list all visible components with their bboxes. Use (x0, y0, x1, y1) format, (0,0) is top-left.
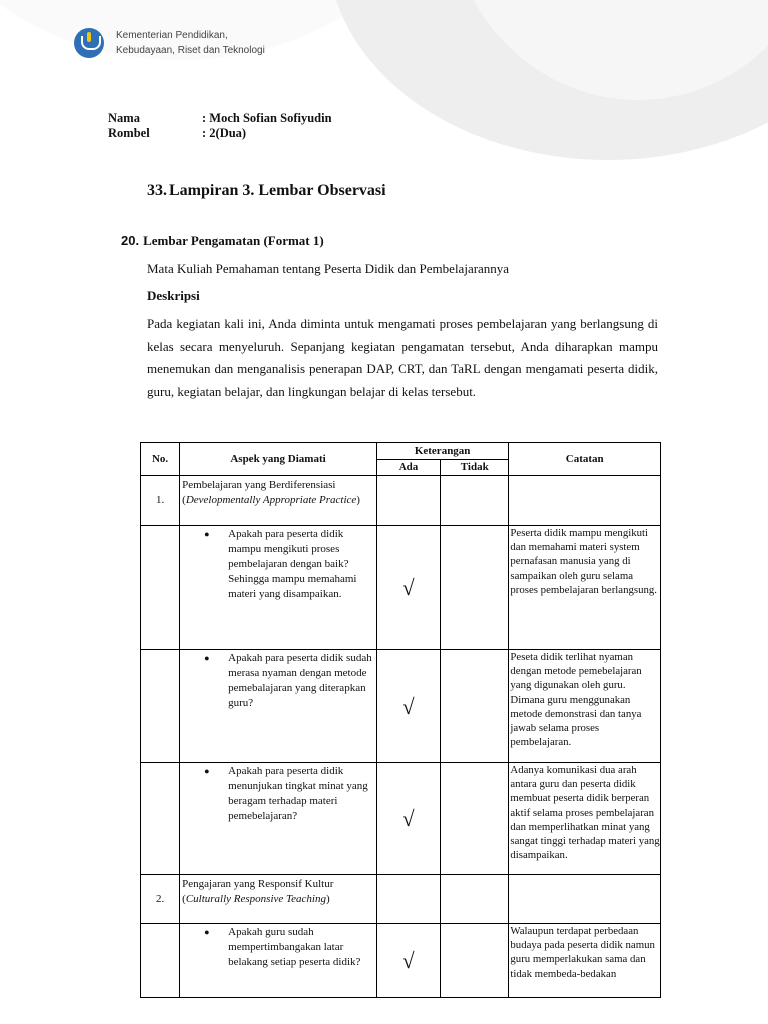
name-row (108, 111, 332, 126)
header-yes: Ada (376, 460, 440, 476)
section-no: 1. (141, 476, 180, 526)
bullet-icon: ● (204, 529, 210, 539)
check-mark-icon: √ (376, 924, 440, 998)
group-label: Rombel (108, 126, 150, 140)
subsection-heading (121, 233, 324, 249)
group-value: : 2(Dua) (202, 126, 247, 140)
subsection-number: 20. (121, 233, 140, 248)
section-heading (147, 182, 386, 200)
course-title: Mata Kuliah Pemahaman tentang Peserta Didik dan Pembelajarannya (147, 261, 510, 276)
table-row-section (141, 476, 661, 526)
table-row (141, 650, 661, 763)
section-no: 2. (141, 875, 180, 924)
header-notes: Catatan (509, 443, 661, 476)
question: ● Apakah para peserta didik sudah merasa nyaman dengan metode pemebalajaran yang diterapkan guru? (204, 652, 372, 709)
table-row (141, 763, 661, 875)
question: ● Apakah para peserta didik menunjukan tingkat minat yang beragam terhadap materi pemebelajaran? (204, 765, 368, 822)
table-header-row (141, 443, 661, 460)
section-number: 33. (147, 182, 167, 199)
name-value: : Moch Sofian Sofiyudin (202, 111, 332, 125)
subsection-title: Lembar Pengamatan (Format 1) (143, 233, 324, 248)
section-title-cell: Pembelajaran yang Berdiferensiasi (Developmentally Appropriate Practice) (180, 476, 377, 526)
section-title: Lampiran 3. Lembar Observasi (169, 182, 386, 199)
header-remark: Keterangan (376, 443, 509, 460)
header-aspect: Aspek yang Diamati (180, 443, 377, 476)
note-cell: Walaupun terdapat perbedaan budaya pada peserta didik namun guru memperlakukan sama dan tidak membeda-bedakan (509, 924, 661, 998)
note-cell: Peserta didik mampu mengikuti dan memahami materi system pernafasan manusia yang di sampaikan oleh guru selama proses pembelajaran berlangsung. (509, 526, 661, 650)
note-cell: Adanya komunikasi dua arah antara guru dan peserta didik membuat peserta didik berperan aktif selama proses pembelajaran dan memperlihatkan minat yang sangat tinggi terhadap materi yang disampaikan. (509, 763, 661, 875)
student-identity (108, 111, 332, 141)
note-cell: Peseta didik terlihat nyaman dengan metode pemebelajaran yang digunakan oleh guru. Dimana guru menggunakan metode demonstrasi dan tanya jawab selama proses pembelajaran. (509, 650, 661, 763)
check-mark-icon: √ (376, 526, 440, 650)
section-title-cell: Pengajaran yang Responsif Kultur (Culturally Responsive Teaching) (180, 875, 377, 924)
table-row-section (141, 875, 661, 924)
ministry-name: Kementerian Pendidikan, Kebudayaan, Riset dan Teknologi (116, 30, 265, 56)
bullet-icon: ● (204, 927, 210, 937)
table-row (141, 924, 661, 998)
table-row (141, 526, 661, 650)
question: ● Apakah para peserta didik mampu mengikuti proses pembelajaran dengan baik? Sehingga mampu memahami materi yang disampaikan. (204, 528, 357, 600)
check-mark-icon: √ (376, 650, 440, 763)
question: ● Apakah guru sudah mempertimbangakan latar belakang setiap peserta didik? (204, 926, 361, 968)
bullet-icon: ● (204, 766, 210, 776)
group-row (108, 126, 332, 141)
description-heading: Deskripsi (147, 288, 200, 303)
description-paragraph: Pada kegiatan kali ini, Anda diminta untuk mengamati proses pembelajaran yang berlangsung di kelas secara menyeluruh. Sepanjang kegiatan pengamatan tersebut, Anda diharapkan mampu menemukan dan menganalisis penerapan DAP, CRT, dan TaRL dengan mengamati peserta didik, guru, kegiatan belajar, dan lingkungan belajar di kelas tersebut. (147, 316, 658, 399)
ministry-logo-icon (74, 28, 104, 58)
bullet-icon: ● (204, 653, 210, 663)
header-no: No. (141, 443, 180, 476)
check-mark-icon: √ (376, 763, 440, 875)
letterhead (74, 28, 265, 58)
observation-table (140, 442, 661, 998)
name-label: Nama (108, 111, 140, 125)
header-no-col: Tidak (441, 460, 509, 476)
